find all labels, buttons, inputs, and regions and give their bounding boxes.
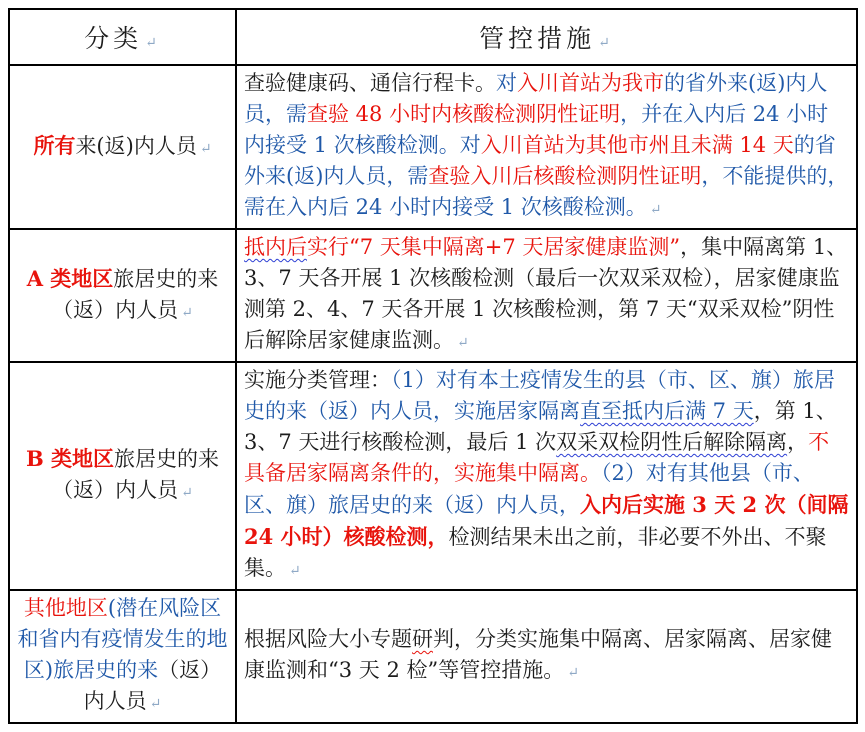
- text-segment: 旅居史的来（返）内人员: [52, 266, 219, 322]
- table-row: [9, 590, 857, 723]
- paragraph-mark-icon: ↵: [649, 202, 662, 218]
- text-segment: 其他地区: [23, 596, 108, 620]
- header-row: [9, 9, 857, 65]
- text-segment: 对: [496, 71, 517, 95]
- column-header-measures: [236, 9, 857, 65]
- column-header-category: [9, 9, 236, 65]
- text-segment: ，不能提供的，需在入内后 24 小时内接受 1 次核酸检测。: [244, 164, 849, 219]
- text-segment: 来(返)内人员: [75, 133, 197, 158]
- paragraph-mark-icon: ↵: [567, 665, 579, 681]
- category-cell: [9, 65, 236, 229]
- paragraph-mark-icon: ↵: [181, 485, 193, 501]
- paragraph-mark-icon: ↵: [289, 563, 301, 579]
- category-cell: [9, 362, 236, 590]
- category-cell: [9, 229, 236, 362]
- paragraph-mark-icon: ↵: [145, 35, 161, 51]
- text-segment: （1）对有本土疫情发生的县（市、区、旗）旅居史的来（返）内人员，实施居家隔离: [244, 368, 835, 423]
- text-segment: 入川首站为我市: [517, 71, 664, 95]
- text-segment: (潜在风险区和省内有疫情发生的地区)旅居史的来: [17, 596, 228, 682]
- text-segment: 查验健康码、通信行程卡。: [244, 71, 496, 95]
- text-segment: B 类地区: [25, 446, 115, 471]
- paragraph-mark-icon: ↵: [149, 696, 162, 712]
- paragraph-mark-icon: ↵: [598, 35, 614, 51]
- text-segment: （返）内人员: [83, 658, 222, 713]
- text-segment: 查验 48 小时内核酸检测阴性证明: [307, 102, 621, 126]
- measures-cell: [236, 362, 857, 590]
- text-segment: 实施分类管理：: [244, 368, 391, 392]
- text-segment: A 类地区: [26, 265, 114, 291]
- table-body: [9, 65, 857, 723]
- table-row: [9, 229, 857, 362]
- text-segment: 入川首站为其他市州且未满 14 天: [480, 133, 794, 157]
- text-segment: ，并在入内后 24 小时内接受 1 次核酸检测。对: [244, 102, 829, 157]
- header-label: 分类: [84, 24, 143, 53]
- text-segment: 检测结果未出之前，非必要不外出、不聚集。: [244, 525, 827, 580]
- table-row: [9, 65, 857, 229]
- paragraph-mark-icon: ↵: [199, 140, 212, 157]
- text-segment: 入内后实施 3 天 2 次（间隔 24 小时）核酸检测，: [244, 492, 849, 549]
- table-row: [9, 362, 857, 590]
- text-segment: ，集中隔离第 1、3、7 天各开展 1 次核酸检测（最后一次双采双检），居家健康监测第 2、4、7 天各开展 1 次核酸检测，第 7 天“双采双检”阴性后解除居家健康监测。: [244, 235, 848, 352]
- text-segment: （2）对有其他县（市、区、旗）旅居史的来（返）内人员，: [244, 461, 814, 517]
- text-segment: ，: [787, 430, 809, 454]
- text-segment: 双采双检阴性后解除隔离: [556, 430, 788, 454]
- text-segment: 直至抵内后满 7 天: [580, 399, 754, 423]
- text-segment: 实行“7 天集中隔离+7 天居家健康监测”: [307, 235, 681, 259]
- text-segment: 旅居史的来（返）内人员: [52, 447, 220, 502]
- text-segment: 的省外来(返)内人员，需: [244, 133, 836, 188]
- text-segment: ，第 1、3、7 天进行核酸检测，最后 1 次: [244, 399, 837, 454]
- text-segment: 判，分类实施集中隔离、居家隔离、居家健康监测和“3 天 2 检”等管控措施。: [244, 627, 832, 682]
- control-measures-table: [8, 8, 858, 724]
- text-segment: 研: [412, 627, 433, 651]
- text-segment: 不具备居家隔离条件的，实施集中隔离。: [244, 430, 830, 485]
- paragraph-mark-icon: ↵: [457, 335, 469, 351]
- text-segment: 所有: [33, 132, 76, 158]
- measures-cell: [236, 229, 857, 362]
- measures-cell: [236, 590, 857, 723]
- header-label: 管控措施: [479, 24, 596, 53]
- text-segment: 的省外来(返)内人员，需: [244, 71, 828, 126]
- category-cell: [9, 590, 236, 723]
- measures-cell: [236, 65, 857, 229]
- text-segment: 抵内后: [244, 235, 307, 259]
- text-segment: 查验入川后核酸检测阴性证明: [428, 164, 702, 188]
- text-segment: 根据风险大小专题: [244, 627, 412, 651]
- paragraph-mark-icon: ↵: [181, 304, 193, 321]
